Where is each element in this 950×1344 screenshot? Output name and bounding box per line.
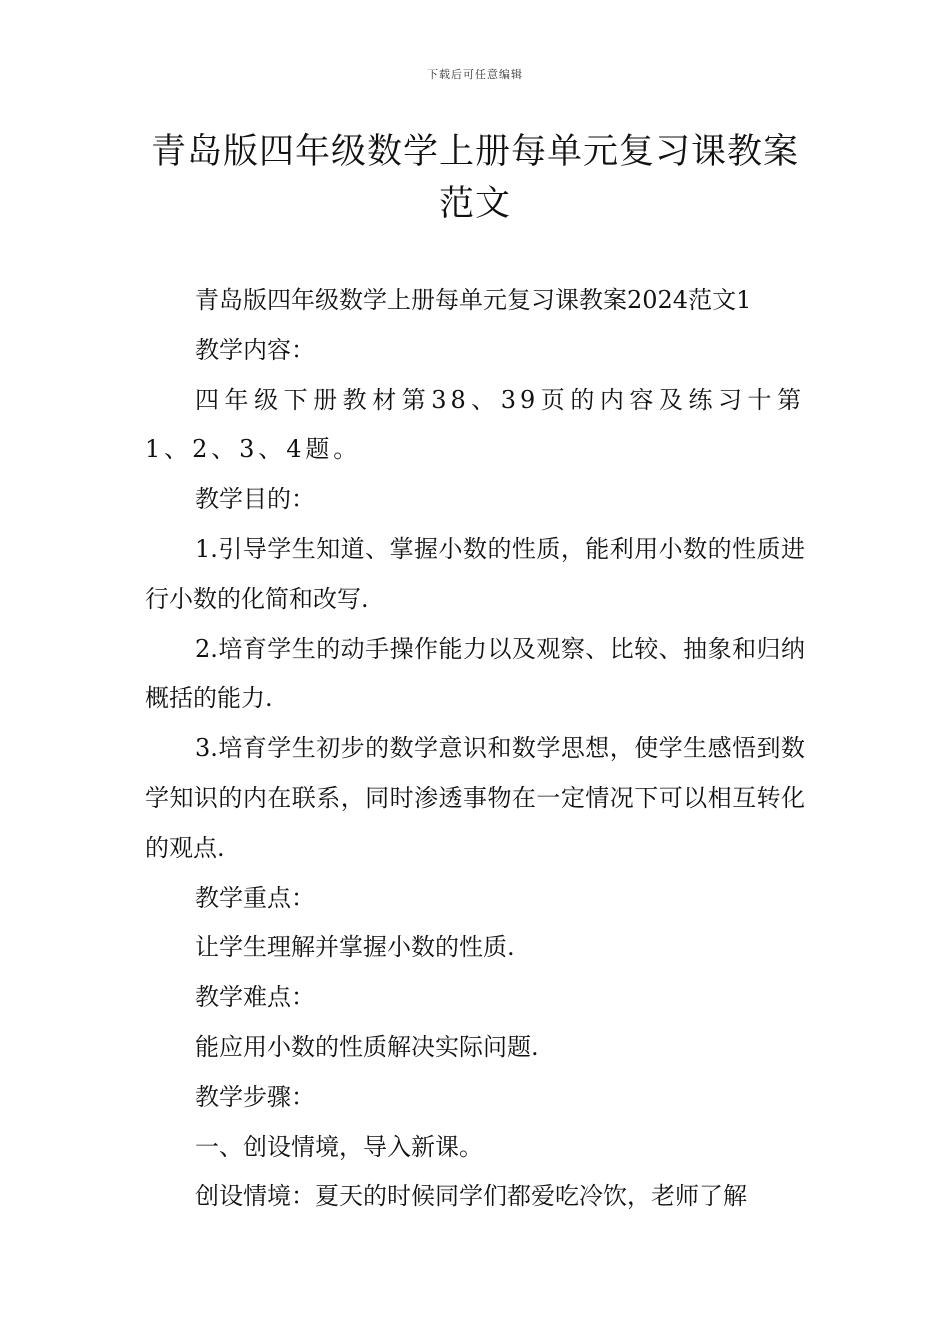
paragraph-heading-content: 教学内容： xyxy=(195,335,315,364)
paragraph-heading-difficulty: 教学难点： xyxy=(195,983,315,1012)
header-note: 下载后可任意编辑 xyxy=(427,68,523,81)
paragraph-step-1: 一、创设情境，导入新课。 xyxy=(195,1132,483,1161)
paragraph-objective-1: 1.引导学生知道、掌握小数的性质，能利用小数的性质进行小数的化简和改写. xyxy=(145,534,805,613)
paragraph-objective-3: 3.培育学生初步的数学意识和数学思想，使学生感悟到数学知识的内在联系，同时渗透事物在一定情况下可以相互转化的观点. xyxy=(145,734,805,862)
paragraph-difficulty: 能应用小数的性质解决实际问题. xyxy=(195,1032,539,1061)
document-body xyxy=(145,276,805,1222)
paragraph-heading-steps: 教学步骤： xyxy=(195,1082,315,1111)
paragraph-objective-2: 2.培育学生的动手操作能力以及观察、比较、抽象和归纳概括的能力. xyxy=(145,634,805,713)
paragraph-subtitle: 青岛版四年级数学上册每单元复习课教案2024范文1 xyxy=(195,286,752,314)
paragraph-content: 四年级下册教材第38、39页的内容及练习十第1、2、3、4题。 xyxy=(145,385,805,464)
paragraph-scenario: 创设情境：夏天的时候同学们都爱吃冷饮，老师了解 xyxy=(195,1182,747,1211)
paragraph-heading-objectives: 教学目的： xyxy=(195,485,315,514)
paragraph-key-points: 让学生理解并掌握小数的性质. xyxy=(195,933,515,962)
paragraph-heading-key-points: 教学重点： xyxy=(195,883,315,912)
document-title: 青岛版四年级数学上册每单元复习课教案范文 xyxy=(150,132,799,224)
